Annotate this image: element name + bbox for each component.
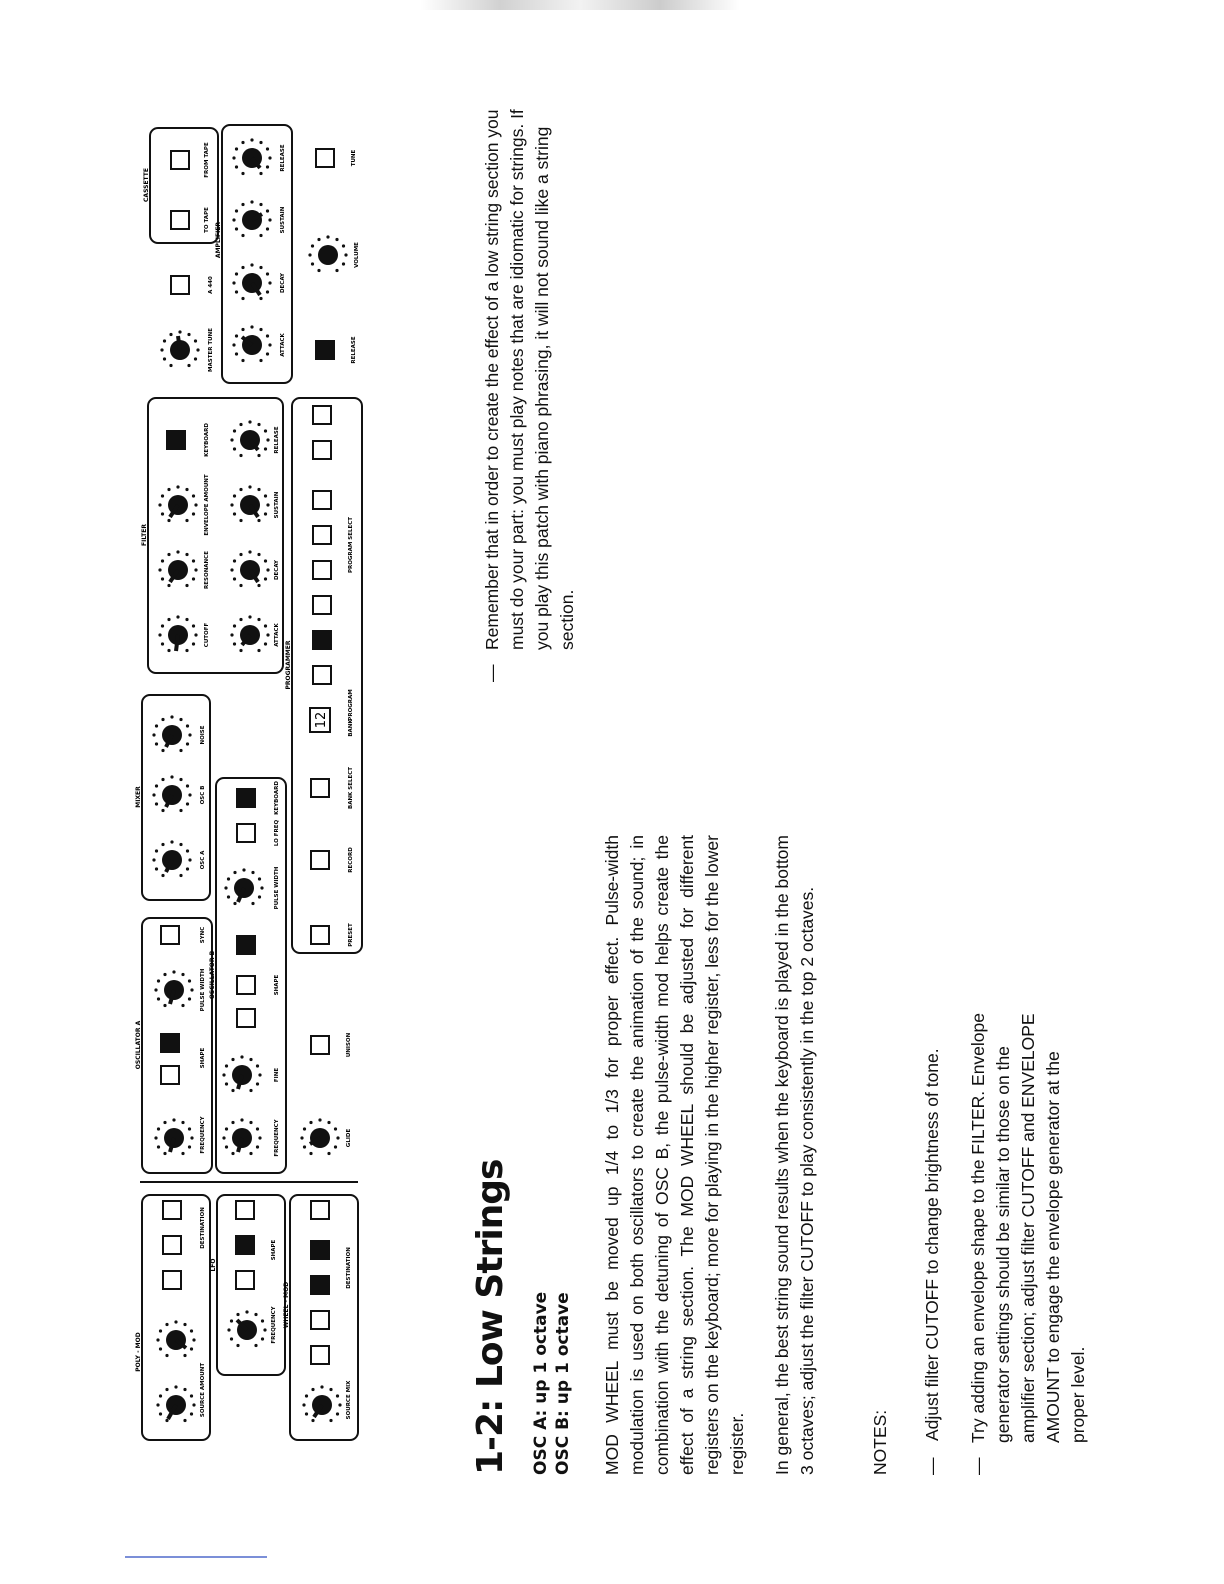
label-program: PROGRAM bbox=[348, 689, 354, 721]
label-from-tape: FROM TAPE bbox=[204, 142, 210, 178]
label-filter-attack: ATTACK bbox=[274, 623, 280, 647]
label-bank-select: BANK SELECT bbox=[348, 767, 354, 809]
knob-filter-sustain bbox=[230, 485, 269, 522]
label-filter-release: RELEASE bbox=[274, 426, 280, 454]
knob-source-amount bbox=[156, 1385, 195, 1422]
btn-to-tape bbox=[171, 211, 189, 229]
label-record: RECORD bbox=[348, 847, 354, 873]
body-paragraph-1: MOD WHEEL must be moved up 1/4 to 1/3 for proper effect. Pulse-width modulation is used on both oscillators to create the animation of the sound; in combination with the detuning of OSC B, the pulse-width mod helps create the effect of a string section. The MOD WHEEL should be adjusted for different registers on the keyboard; more for playing in the higher register, less for the lower register. bbox=[602, 835, 747, 1475]
cassette-title: CASSETTE bbox=[143, 168, 150, 202]
label-amp-decay: DECAY bbox=[280, 272, 286, 294]
btn-osc-b-saw bbox=[237, 976, 255, 994]
label-poly-destination: DESTINATION bbox=[200, 1207, 206, 1249]
knob-amp-release bbox=[232, 138, 271, 175]
btn-program-5 bbox=[313, 526, 331, 544]
footer-rule bbox=[125, 1556, 267, 1558]
programmer-section bbox=[285, 398, 362, 953]
knob-filter-decay bbox=[230, 550, 269, 587]
btn-keyboard bbox=[237, 789, 255, 807]
label-lfo-shape: SHAPE bbox=[271, 1239, 277, 1261]
btn-program-6 bbox=[313, 491, 331, 509]
btn-from-tape bbox=[171, 151, 189, 169]
label-amp-sustain: SUSTAIN bbox=[280, 206, 286, 234]
osc-b-setting: OSC B: up 1 octave bbox=[553, 1292, 573, 1475]
btn-a440 bbox=[171, 276, 189, 294]
knob-filter-release bbox=[230, 420, 269, 457]
remember-dash: — bbox=[482, 664, 502, 682]
knob-amp-decay bbox=[232, 263, 271, 300]
btn-lfo-saw bbox=[236, 1236, 254, 1254]
btn-poly-pw-a bbox=[163, 1236, 181, 1254]
knob-glide bbox=[300, 1118, 339, 1155]
notes-label: NOTES: bbox=[870, 1409, 890, 1475]
label-source-mix: SOURCE MIX bbox=[346, 1380, 352, 1420]
lfo-title: LFO bbox=[210, 1258, 217, 1272]
label-master-tune: MASTER TUNE bbox=[208, 328, 214, 372]
btn-wheel-filter bbox=[311, 1201, 329, 1219]
mixer-title: MIXER bbox=[135, 786, 142, 808]
label-lfo-frequency: FREQUENCY bbox=[271, 1306, 277, 1344]
label-tune: TUNE bbox=[351, 149, 357, 167]
label-filter-decay: DECAY bbox=[274, 559, 280, 581]
btn-wheel-freq-a bbox=[311, 1346, 329, 1364]
btn-program-1 bbox=[313, 666, 331, 684]
label-osc-b-frequency: FREQUENCY bbox=[274, 1119, 280, 1157]
note-1-dash: — bbox=[922, 1457, 942, 1475]
btn-preset bbox=[311, 926, 329, 944]
label-program-select: PROGRAM SELECT bbox=[348, 516, 354, 574]
label-osc-b-pulse-width: PULSE WIDTH bbox=[274, 866, 280, 910]
label-wheel-destination: DESTINATION bbox=[346, 1247, 352, 1289]
amplifier-title: AMPLIFIER bbox=[215, 221, 222, 259]
master-section bbox=[160, 276, 214, 372]
note-1 bbox=[920, 1048, 945, 1475]
display-value: 12 bbox=[314, 711, 329, 729]
label-to-tape: TO TAPE bbox=[204, 207, 210, 233]
btn-bank-select bbox=[311, 779, 329, 797]
knob-volume bbox=[308, 235, 347, 272]
btn-unison bbox=[311, 1036, 329, 1054]
label-lo-freq: LO FREQ bbox=[274, 819, 280, 847]
btn-osc-b-tri bbox=[237, 1009, 255, 1027]
knob-master-tune bbox=[160, 330, 199, 367]
note-2-dash: — bbox=[968, 1457, 988, 1475]
note-2-text: Try adding an envelope shape to the FILTER. Envelope generator settings should be similar to those on the amplifier section; adjust filter CUTOFF and ENVELOPE AMOUNT to engage the envelope generator at the proper level. bbox=[968, 1013, 1088, 1443]
btn-record bbox=[311, 851, 329, 869]
label-mixer-noise: NOISE bbox=[200, 725, 206, 745]
knob-amp-attack bbox=[232, 325, 271, 362]
label-preset: PRESET bbox=[348, 923, 354, 947]
btn-wheel-pw-a bbox=[311, 1276, 329, 1294]
btn-wheel-freq-b bbox=[311, 1311, 329, 1329]
btn-osc-b-pulse bbox=[237, 936, 255, 954]
label-osc-b-fine: FINE bbox=[274, 1067, 280, 1083]
program-display bbox=[310, 708, 330, 732]
filter-section bbox=[141, 398, 283, 673]
knob-osc-a-frequency bbox=[154, 1118, 193, 1155]
knob-osc-b-pulse-width bbox=[224, 868, 263, 905]
label-amp-release: RELEASE bbox=[280, 144, 286, 172]
label-keyboard: KEYBOARD bbox=[274, 781, 280, 815]
filter-title: FILTER bbox=[141, 524, 148, 546]
mixer-section bbox=[135, 695, 210, 900]
note-1-text: Adjust filter CUTOFF to change brightness of tone. bbox=[922, 1048, 942, 1441]
cassette-section bbox=[143, 128, 218, 243]
programmer-title: PROGRAMMER bbox=[285, 640, 292, 690]
knob-osc-a-pulse-width bbox=[154, 970, 193, 1007]
btn-lo-freq bbox=[237, 824, 255, 842]
osc-a-setting: OSC A: up 1 octave bbox=[531, 1291, 551, 1475]
amplifier-section bbox=[215, 125, 292, 383]
wheel-mod-section bbox=[283, 1195, 358, 1440]
knob-mixer-osc-b bbox=[152, 775, 191, 812]
osc-a-title: OSCILLATOR A bbox=[135, 1020, 142, 1070]
btn-wheel-pw-b bbox=[311, 1241, 329, 1259]
btn-program-8 bbox=[313, 406, 331, 424]
btn-release bbox=[316, 341, 334, 359]
osc-b-title: OSCILLATOR B bbox=[209, 950, 216, 1000]
label-sync: SYNC bbox=[200, 926, 206, 944]
glide-unison-row bbox=[300, 1032, 352, 1155]
knob-resonance bbox=[158, 550, 197, 587]
knob-filter-attack bbox=[230, 615, 269, 652]
label-release-btn: RELEASE bbox=[351, 336, 357, 364]
label-envelope-amount: ENVELOPE AMOUNT bbox=[204, 474, 210, 536]
remember-note: Remember that in order to create the effect of a low string section you must do your part: you must play notes that are idiomatic for strings. If you play this patch with piano phrasing, it will not sound like a string section. bbox=[482, 109, 577, 650]
btn-program-4 bbox=[313, 561, 331, 579]
label-unison: UNISON bbox=[346, 1032, 352, 1058]
wheel-mod-title: WHEEL - MOD bbox=[283, 1281, 290, 1329]
label-mixer-osc-b: OSC B bbox=[200, 785, 206, 805]
btn-keyboard-filter bbox=[167, 431, 185, 449]
btn-program-3 bbox=[313, 596, 331, 614]
label-filter-keyboard: KEYBOARD bbox=[204, 423, 210, 457]
patch-title: 1-2: Low Strings bbox=[470, 1159, 511, 1475]
btn-sync bbox=[161, 926, 179, 944]
label-bank: BANK bbox=[348, 719, 354, 737]
oscillator-b-section bbox=[209, 778, 286, 1173]
label-glide: GLIDE bbox=[346, 1128, 352, 1148]
btn-osc-a-saw bbox=[161, 1066, 179, 1084]
label-osc-b-shape: SHAPE bbox=[274, 974, 280, 996]
poly-mod-title: POLY - MOD bbox=[135, 1332, 142, 1372]
knob-envelope-amount bbox=[158, 485, 197, 522]
btn-lfo-tri bbox=[236, 1271, 254, 1289]
btn-tune bbox=[316, 149, 334, 167]
label-resonance: RESONANCE bbox=[204, 551, 210, 589]
btn-lfo-square bbox=[236, 1201, 254, 1219]
label-a440: A 440 bbox=[208, 276, 214, 294]
label-filter-sustain: SUSTAIN bbox=[274, 491, 280, 519]
label-cutoff: CUTOFF bbox=[204, 622, 210, 648]
knob-mixer-osc-a bbox=[152, 840, 191, 877]
label-mixer-osc-a: OSC A bbox=[200, 850, 206, 870]
knob-osc-b-fine bbox=[222, 1055, 261, 1092]
knob-osc-b-frequency bbox=[222, 1118, 261, 1155]
poly-mod-section bbox=[135, 1195, 210, 1440]
knob-cutoff bbox=[158, 615, 197, 652]
body-paragraph-2: In general, the best string sound results when the keyboard is played in the bottom 3 octaves; adjust the filter CUTOFF to play consistently in the top 2 octaves. bbox=[772, 835, 817, 1475]
label-osc-a-pulse-width: PULSE WIDTH bbox=[200, 968, 206, 1012]
btn-osc-a-pulse bbox=[161, 1034, 179, 1052]
knob-amp-sustain bbox=[232, 200, 271, 237]
btn-poly-freq-a bbox=[163, 1271, 181, 1289]
output-row bbox=[308, 149, 360, 364]
knob-filt-env-osc-b bbox=[156, 1320, 195, 1357]
label-amp-attack: ATTACK bbox=[280, 333, 286, 357]
knob-lfo-frequency bbox=[227, 1310, 266, 1347]
oscillator-a-section bbox=[135, 918, 212, 1173]
label-osc-a-frequency: FREQUENCY bbox=[200, 1116, 206, 1154]
label-osc-a-shape: SHAPE bbox=[200, 1047, 206, 1069]
knob-source-mix bbox=[302, 1385, 341, 1422]
lfo-section bbox=[210, 1195, 285, 1375]
btn-poly-filter bbox=[163, 1201, 181, 1219]
label-volume: VOLUME bbox=[354, 242, 360, 268]
btn-program-7 bbox=[313, 441, 331, 459]
btn-program-2 bbox=[313, 631, 331, 649]
label-source-amount: SOURCE AMOUNT bbox=[200, 1362, 206, 1418]
knob-mixer-noise bbox=[152, 715, 191, 752]
